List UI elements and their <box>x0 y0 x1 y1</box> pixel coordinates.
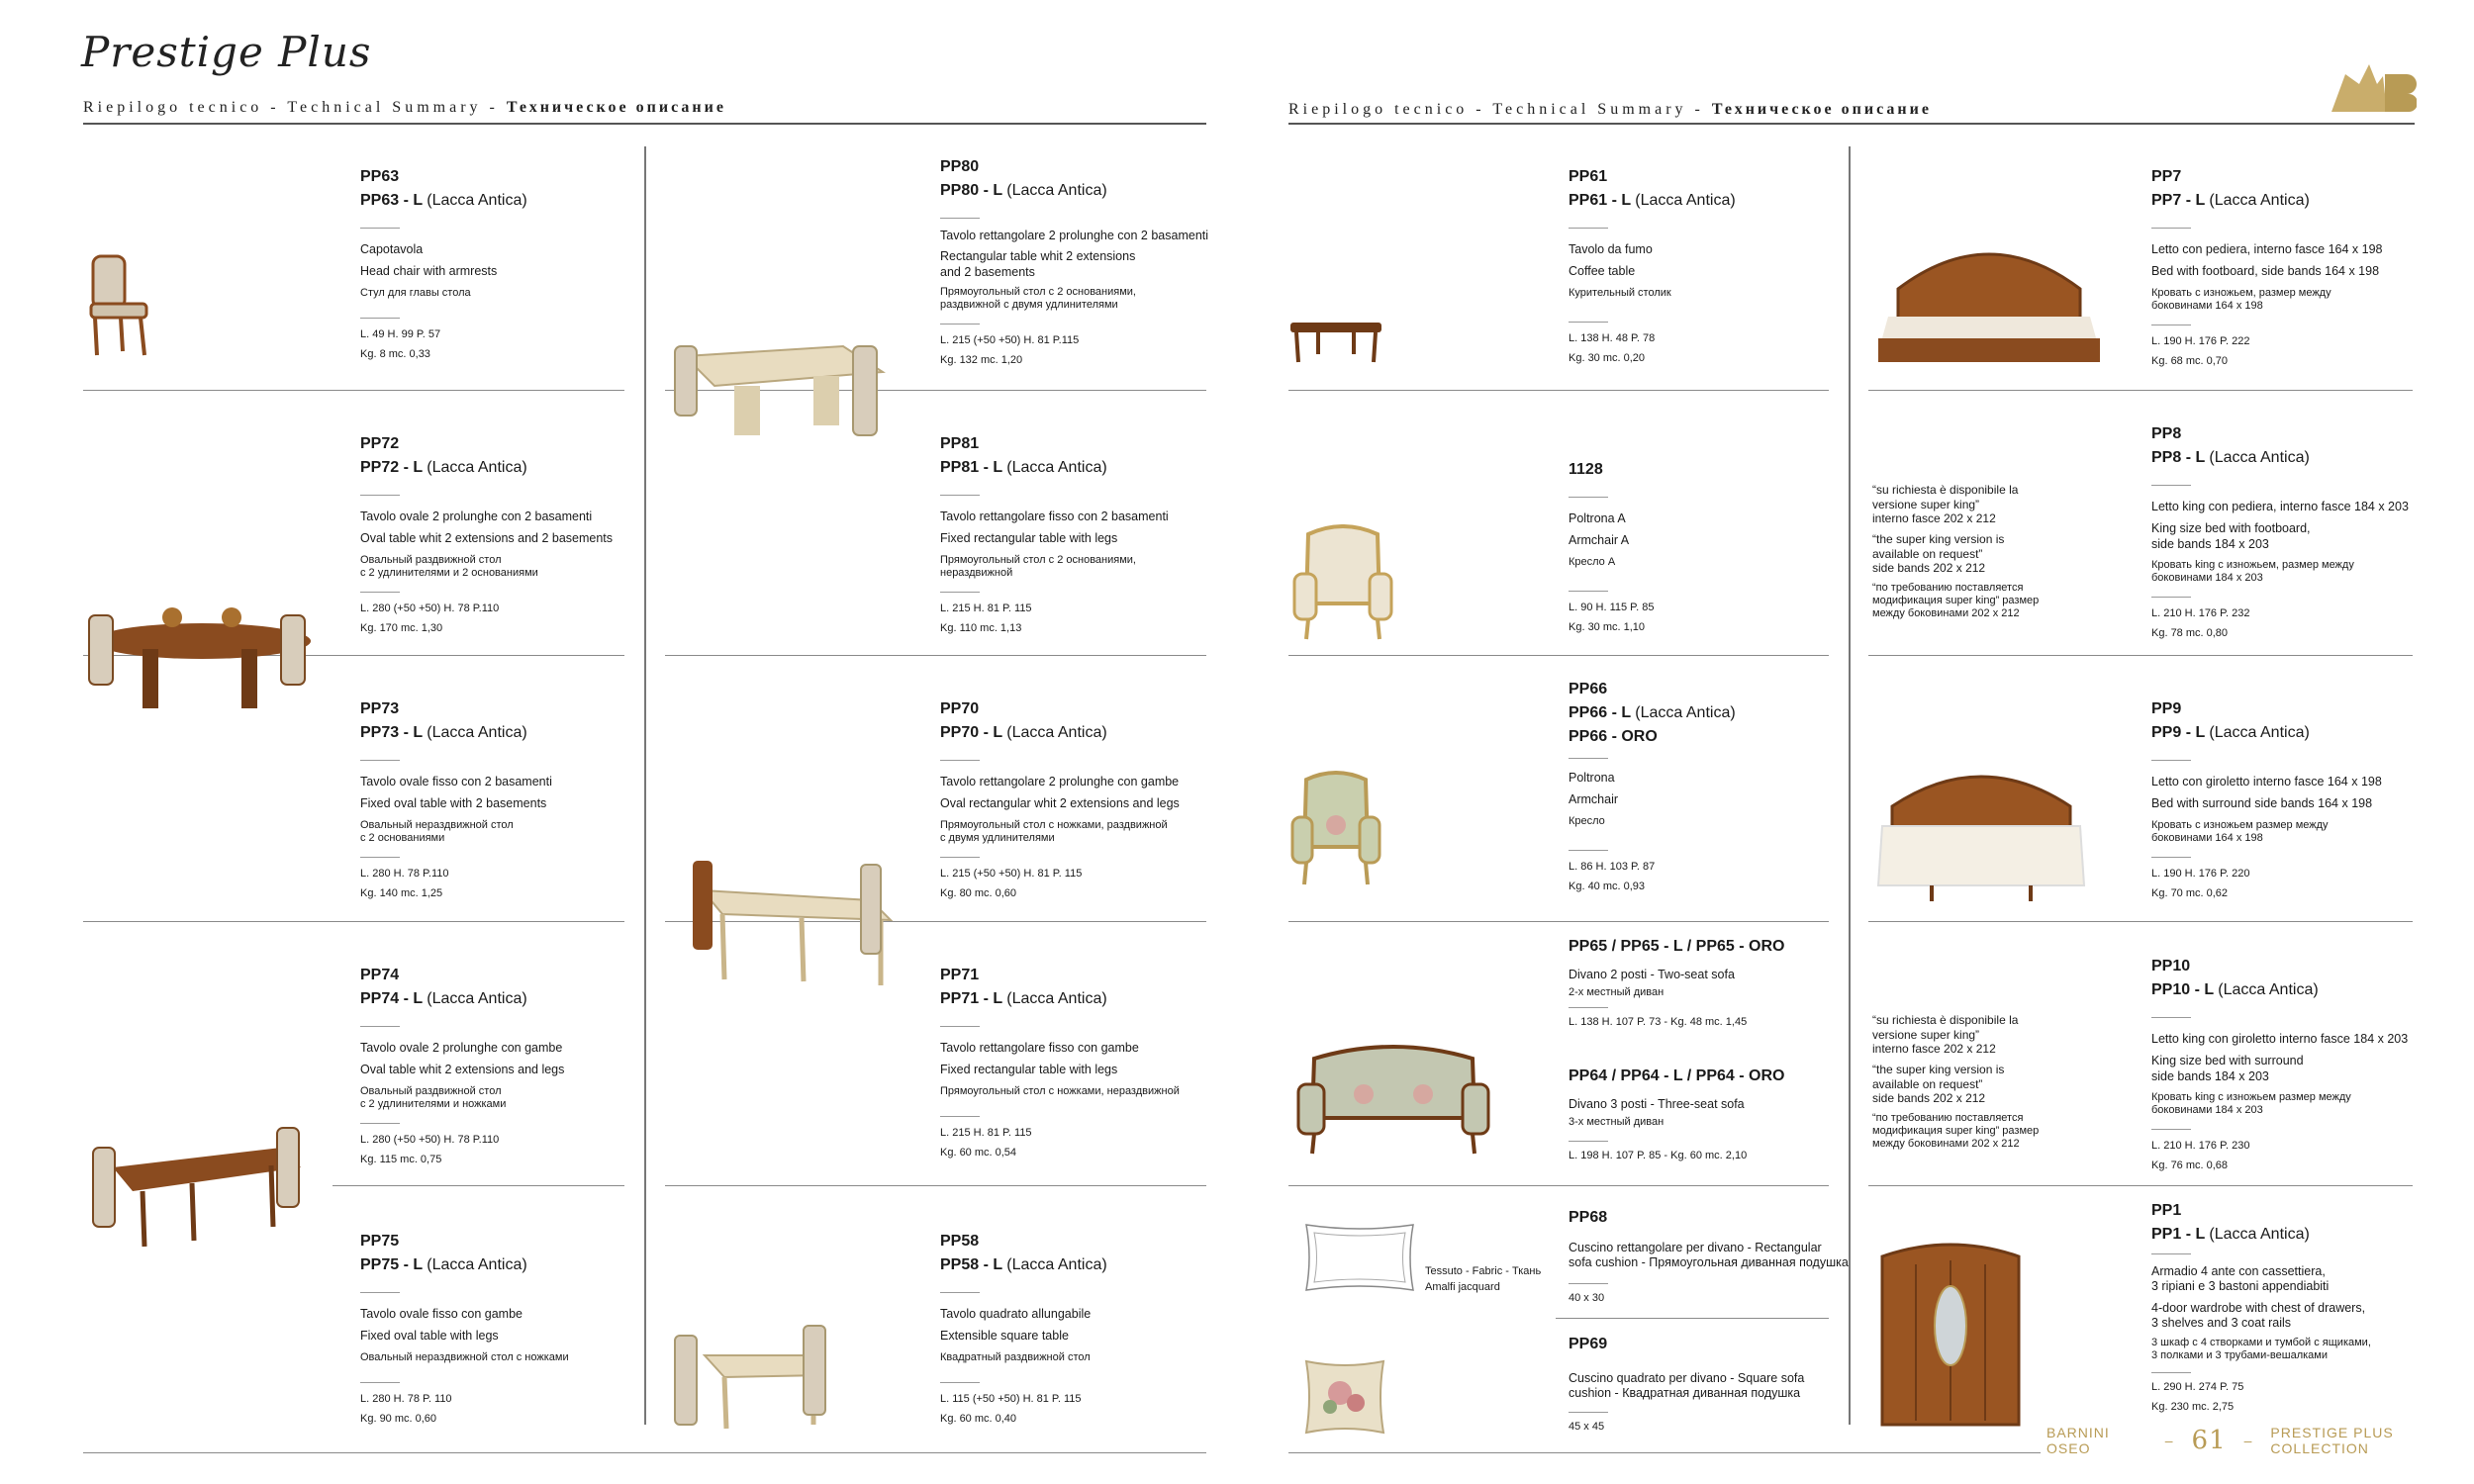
dash-separator <box>360 228 400 229</box>
dash-separator <box>360 1292 400 1293</box>
dimensions: L. 190 H. 176 P. 220 <box>2151 867 2250 880</box>
dash-separator <box>2151 1129 2191 1130</box>
product-pp10 <box>2151 958 2408 1171</box>
dimensions: L. 210 H. 176 P. 230 <box>2151 1140 2250 1153</box>
desc-ru: 3-х местный диван <box>1569 1116 1665 1129</box>
product-code: PP69 <box>1569 1336 1608 1352</box>
dash-separator <box>2151 760 2191 761</box>
desc-en: Armchair A <box>1569 533 1630 548</box>
row-divider <box>1288 390 1829 391</box>
left-section-header <box>83 99 726 117</box>
dimensions: L. 280 H. 78 P.110 <box>360 867 449 880</box>
brand-logo-text: Prestige Plus <box>81 28 372 76</box>
note-en: “the super king version is available on request” side bands 202 x 212 <box>1872 1062 2005 1106</box>
desc-ru: Кресло <box>1569 814 1605 827</box>
weight-volume: Kg. 70 mc. 0,62 <box>2151 886 2229 899</box>
dimensions: L. 138 H. 48 P. 78 <box>1569 331 1656 344</box>
footer-separator: – <box>2164 1433 2174 1448</box>
product-code: PP72 <box>360 435 400 452</box>
desc-en: Fixed rectangular table with legs <box>940 1063 1118 1077</box>
finish-label: (Lacca Antica) <box>427 990 527 1007</box>
product-code-lacquer <box>2151 449 2409 467</box>
code-variant: PP72 - L <box>360 459 423 476</box>
desc-en: Oval table whit 2 extensions and 2 basements <box>360 531 614 546</box>
product-code: PP71 <box>940 967 980 983</box>
desc-it: Letto con giroletto interno fasce 164 x 198 <box>2151 775 2382 788</box>
dash-separator <box>1569 322 1608 323</box>
product-code: PP1 <box>2151 1202 2182 1219</box>
code-variant: PP81 - L <box>940 459 1002 476</box>
finish-label: (Lacca Antica) <box>1006 990 1107 1007</box>
product-pp68 <box>1569 1209 1849 1304</box>
right-header-rule <box>1288 123 2415 125</box>
desc-en: King size bed with footboard, side bands 184 x 203 <box>2151 521 2311 551</box>
desc-en: Oval table whit 2 extensions and legs <box>360 1063 565 1077</box>
row-divider <box>83 390 624 391</box>
weight-volume: Kg. 110 mc. 1,13 <box>940 621 1022 634</box>
product-pp71 <box>940 967 1180 1159</box>
left-header-it: Riepilogo tecnico - Technical Summary - <box>83 99 507 116</box>
finish-label: (Lacca Antica) <box>427 459 527 476</box>
bed-icon <box>1872 757 2090 905</box>
product-code-lacquer <box>940 1256 1107 1274</box>
product-pp61 <box>1569 168 1736 364</box>
dash-separator <box>2151 485 2191 486</box>
weight-volume: Kg. 60 mc. 0,54 <box>940 1146 1017 1159</box>
product-code: PP9 <box>2151 700 2182 717</box>
product-code-lacquer <box>940 724 1180 742</box>
weight-volume: Kg. 170 mc. 1,30 <box>360 621 443 634</box>
weight-volume: Kg. 230 mc. 2,75 <box>2151 1401 2235 1414</box>
weight-volume: Kg. 76 mc. 0,68 <box>2151 1159 2229 1172</box>
desc-ru: Прямоугольный стол с 2 основаниями, нераздвижной <box>940 553 1136 579</box>
dimensions: L. 280 (+50 +50) H. 78 P.110 <box>360 1133 500 1146</box>
dash-separator <box>2151 1253 2191 1254</box>
product-pp81 <box>940 435 1169 634</box>
product-pp65 <box>1569 938 1784 1028</box>
weight-volume: Kg. 78 mc. 0,80 <box>2151 627 2229 640</box>
product-code: PP81 <box>940 435 980 452</box>
finish-label: (Lacca Antica) <box>2218 981 2319 998</box>
cushion-icon <box>1300 1355 1389 1438</box>
desc-it: Poltrona A <box>1569 511 1626 525</box>
code-variant: PP1 - L <box>2151 1226 2205 1243</box>
product-code-gold: PP66 - ORO <box>1569 728 1658 745</box>
right-header-it: Riepilogo tecnico - Technical Summary - <box>1288 101 1712 118</box>
dash-separator <box>940 324 980 325</box>
footer-separator: – <box>2243 1433 2253 1448</box>
row-divider <box>83 921 624 922</box>
product-pp58 <box>940 1233 1107 1425</box>
desc-en: Coffee table <box>1569 264 1636 279</box>
desc-it: Tavolo ovale fisso con gambe <box>360 1307 523 1321</box>
product-code-lacquer <box>360 459 613 477</box>
row-divider <box>1868 655 2413 656</box>
code-variant: PP71 - L <box>940 990 1002 1007</box>
desc-ru: Овальный раздвижной стол с 2 удлинителями и 2 основаниями <box>360 553 538 579</box>
super-king-note <box>1872 483 2041 620</box>
desc-it: Capotavola <box>360 242 424 256</box>
desc-ru: Кровать king с изножьем, размер между боковинами 184 x 203 <box>2151 558 2354 584</box>
product-code-lacquer <box>360 990 564 1008</box>
dash-separator <box>360 318 400 319</box>
desc-it: Divano 3 posti - Three-seat sofa <box>1569 1097 1745 1111</box>
dash-separator <box>360 592 400 593</box>
row-divider <box>333 1185 624 1186</box>
dimensions: L. 215 H. 81 P. 115 <box>940 602 1032 614</box>
product-code: PP65 / PP65 - L / PP65 - ORO <box>1569 938 1785 955</box>
dash-separator <box>1569 1412 1608 1413</box>
product-pp63 <box>360 168 527 360</box>
finish-label: (Lacca Antica) <box>1006 182 1107 199</box>
product-code: PP58 <box>940 1233 980 1250</box>
dimensions: L. 86 H. 103 P. 87 <box>1569 860 1656 873</box>
row-divider <box>1288 655 1829 656</box>
row-divider <box>1288 921 1829 922</box>
product-pp8 <box>2151 425 2409 639</box>
weight-volume: Kg. 132 mc. 1,20 <box>940 354 1023 367</box>
desc-it: Tavolo ovale 2 prolunghe con gambe <box>360 1041 563 1055</box>
product-code-lacquer <box>940 990 1180 1008</box>
weight-volume: Kg. 115 mc. 0,75 <box>360 1153 442 1165</box>
desc-en: Extensible square table <box>940 1329 1069 1344</box>
desc-en: King size bed with surround side bands 184 x 203 <box>2151 1054 2304 1083</box>
dash-separator <box>2151 857 2191 858</box>
desc-ru: Овальный раздвижной стол с 2 удлинителями и ножками <box>360 1084 507 1110</box>
desc-it: Tavolo ovale 2 prolunghe con 2 basamenti <box>360 510 593 523</box>
head-chair-icon <box>85 252 164 361</box>
desc-it: Tavolo rettangolare 2 prolunghe con gambe <box>940 775 1180 788</box>
code-variant: PP58 - L <box>940 1256 1002 1273</box>
dimensions: L. 90 H. 115 P. 85 <box>1569 601 1655 613</box>
finish-label: (Lacca Antica) <box>427 1256 527 1273</box>
weight-volume: Kg. 60 mc. 0,40 <box>940 1412 1017 1425</box>
product-code: PP61 <box>1569 168 1608 185</box>
product-code-lacquer <box>2151 981 2408 999</box>
desc-en: Rectangular table whit 2 extensions and 2 basements <box>940 249 1136 279</box>
product-pp72 <box>360 435 613 634</box>
code-variant: PP8 - L <box>2151 449 2205 466</box>
product-code-lacquer <box>2151 724 2382 742</box>
code-variant: PP61 - L <box>1569 192 1631 209</box>
column-divider <box>644 146 646 1425</box>
dimensions: L. 115 (+50 +50) H. 81 P. 115 <box>940 1392 1082 1405</box>
code-variant: PP74 - L <box>360 990 423 1007</box>
dimensions: 40 x 30 <box>1569 1291 1605 1304</box>
code-variant: PP10 - L <box>2151 981 2214 998</box>
row-divider <box>1868 921 2413 922</box>
code-variant: PP75 - L <box>360 1256 423 1273</box>
code-variant: PP73 - L <box>360 724 423 741</box>
dimensions: L. 290 H. 274 P. 75 <box>2151 1381 2244 1394</box>
dining-table-icon <box>665 307 893 455</box>
desc-en: Fixed oval table with 2 basements <box>360 796 547 811</box>
cushion-icon <box>1298 1219 1421 1296</box>
desc-en: Fixed rectangular table with legs <box>940 531 1118 546</box>
desc-en: Oval rectangular whit 2 extensions and legs <box>940 796 1180 811</box>
dash-separator <box>1569 228 1608 229</box>
dash-separator <box>940 218 980 219</box>
finish-label: (Lacca Antica) <box>1006 1256 1107 1273</box>
product-pp73 <box>360 700 552 899</box>
bottom-rule <box>1288 1452 2041 1453</box>
page-footer <box>2046 1425 2474 1456</box>
desc-ru: Кровать king с изножьем размер между боковинами 184 x 203 <box>2151 1090 2351 1116</box>
product-code: PP10 <box>2151 958 2191 974</box>
dash-separator <box>2151 1017 2191 1018</box>
dining-table-icon <box>665 1306 843 1435</box>
product-code: PP66 <box>1569 681 1608 697</box>
code-variant: PP70 - L <box>940 724 1002 741</box>
desc-ru: Квадратный раздвижной стол <box>940 1350 1091 1363</box>
armchair-icon <box>1288 770 1383 888</box>
desc-ru: Кровать с изножьем размер между боковинами 164 x 198 <box>2151 818 2329 844</box>
finish-label: (Lacca Antica) <box>1006 724 1107 741</box>
row-divider <box>1868 1185 2413 1186</box>
column-divider <box>1849 146 1851 1425</box>
finish-label: (Lacca Antica) <box>1006 459 1107 476</box>
note-ru: “по требованию поставляется модификация super king” размер между боковинами 202 x 212 <box>1872 1111 2040 1151</box>
product-pp1 <box>2151 1202 2371 1413</box>
product-code: PP7 <box>2151 168 2182 185</box>
row-divider <box>665 655 1206 656</box>
finish-label: (Lacca Antica) <box>2209 724 2310 741</box>
dimensions: L. 280 (+50 +50) H. 78 P.110 <box>360 602 500 614</box>
product-code-lacquer <box>2151 1226 2371 1244</box>
weight-volume: Kg. 30 mc. 0,20 <box>1569 351 1646 364</box>
product-code: PP63 <box>360 168 400 185</box>
desc-it: Tavolo rettangolare 2 prolunghe con 2 basamenti <box>940 229 1209 242</box>
product-1128 <box>1569 461 1654 633</box>
product-code: PP73 <box>360 700 400 717</box>
product-pp7 <box>2151 168 2383 367</box>
code-variant: PP7 - L <box>2151 192 2205 209</box>
sofa-icon <box>1294 1039 1492 1158</box>
weight-volume: Kg. 30 mc. 1,10 <box>1569 620 1646 633</box>
desc-it: Tavolo da fumo <box>1569 242 1653 256</box>
wardrobe-icon <box>1876 1237 2025 1435</box>
dimensions: 45 x 45 <box>1569 1420 1605 1433</box>
desc-ru: Кресло А <box>1569 555 1616 568</box>
left-header-rule <box>83 123 1206 125</box>
desc-it: Armadio 4 ante con cassettiera, 3 ripiani e 3 bastoni appendiabiti <box>2151 1264 2330 1294</box>
product-code: PP80 <box>940 158 980 175</box>
desc-ru: Курительный столик <box>1569 286 1671 299</box>
note-it: “su richiesta è disponibile la versione super king” interno fasce 202 x 212 <box>1872 483 2019 526</box>
product-code: PP64 / PP64 - L / PP64 - ORO <box>1569 1067 1785 1084</box>
product-code: 1128 <box>1569 461 1603 478</box>
dimensions: L. 215 H. 81 P. 115 <box>940 1126 1032 1139</box>
dash-separator <box>2151 228 2191 229</box>
row-divider <box>1556 1318 1829 1319</box>
desc-it: Tavolo ovale fisso con 2 basamenti <box>360 775 552 788</box>
code-variant: PP66 - L <box>1569 704 1631 721</box>
product-pp69 <box>1569 1336 1804 1433</box>
dash-separator <box>2151 1372 2191 1373</box>
weight-volume: Kg. 80 mc. 0,60 <box>940 886 1017 899</box>
finish-label: (Lacca Antica) <box>2209 449 2310 466</box>
desc-ru: Кровать с изножьем, размер между боковинами 164 x 198 <box>2151 286 2331 312</box>
dimensions: L. 138 H. 107 P. 73 - Kg. 48 mc. 1,45 <box>1569 1016 1748 1029</box>
desc-it: Tavolo quadrato allungabile <box>940 1307 1092 1321</box>
desc-en: 4-door wardrobe with chest of drawers, 3 shelves and 3 coat rails <box>2151 1300 2366 1330</box>
dash-separator <box>940 1116 980 1117</box>
product-code-lacquer <box>360 724 552 742</box>
dimensions: L. 49 H. 99 P. 57 <box>360 327 441 340</box>
code-variant: PP63 - L <box>360 192 423 209</box>
product-pp9 <box>2151 700 2382 899</box>
footer-collection: PRESTIGE PLUS COLLECTION <box>2270 1425 2394 1456</box>
super-king-note <box>1872 1013 2041 1151</box>
note-en: “the super king version is available on request” side bands 202 x 212 <box>1872 531 2005 576</box>
dash-separator <box>940 1292 980 1293</box>
dash-separator <box>940 592 980 593</box>
dining-table-icon <box>83 594 321 722</box>
desc-ru: Овальный нераздвижной стол с 2 основаниями <box>360 818 514 844</box>
desc-it: Tavolo rettangolare fisso con gambe <box>940 1041 1139 1055</box>
product-code-lacquer <box>360 1256 569 1274</box>
product-pp80 <box>940 158 1208 366</box>
dash-separator <box>1569 850 1608 851</box>
desc-it: Tavolo rettangolare fisso con 2 basamenti <box>940 510 1169 523</box>
dimensions: L. 280 H. 78 P. 110 <box>360 1392 452 1405</box>
right-header-ru: Техническое описание <box>1711 101 1932 118</box>
dimensions: L. 215 (+50 +50) H. 81 P.115 <box>940 334 1080 347</box>
dining-table-icon <box>683 851 901 999</box>
product-code: PP74 <box>360 967 400 983</box>
dimensions: L. 215 (+50 +50) H. 81 P. 115 <box>940 867 1083 880</box>
dash-separator <box>940 760 980 761</box>
desc-en: Bed with surround side bands 164 x 198 <box>2151 796 2373 811</box>
product-code-lacquer <box>940 459 1169 477</box>
desc-it: Letto king con giroletto interno fasce 184 x 203 <box>2151 1032 2409 1046</box>
dash-separator <box>1569 591 1608 592</box>
desc-it: Poltrona <box>1569 771 1615 785</box>
left-header-ru: Техническое описание <box>506 99 726 116</box>
product-code-lacquer <box>2151 192 2383 210</box>
bottom-rule <box>83 1452 1206 1453</box>
desc-it: Letto con pediera, interno fasce 164 x 198 <box>2151 242 2383 256</box>
dimensions: L. 210 H. 176 P. 232 <box>2151 607 2250 620</box>
footer-brand: BARNINI OSEO <box>2046 1425 2110 1456</box>
dash-separator <box>360 495 400 496</box>
finish-label: (Lacca Antica) <box>1635 704 1736 721</box>
coffee-table-icon <box>1288 315 1383 366</box>
desc-ru: Прямоугольный стол с ножками, раздвижной с двумя удлинителями <box>940 818 1168 844</box>
product-pp74 <box>360 967 564 1165</box>
dash-separator <box>1569 497 1608 498</box>
right-section-header <box>1288 101 1932 119</box>
dash-separator <box>360 857 400 858</box>
dash-separator <box>360 1123 400 1124</box>
page-number: 61 <box>2191 1426 2227 1455</box>
product-code: PP70 <box>940 700 980 717</box>
desc-it: Letto king con pediera, interno fasce 184 x 203 <box>2151 500 2409 513</box>
desc-en: Bed with footboard, side bands 164 x 198 <box>2151 264 2380 279</box>
product-code: PP68 <box>1569 1209 1608 1226</box>
note-ru: “по требованию поставляется модификация super king” размер между боковинами 202 x 212 <box>1872 581 2040 620</box>
dash-separator <box>940 1026 980 1027</box>
dash-separator <box>940 495 980 496</box>
desc-en: Armchair <box>1569 792 1619 807</box>
product-code-lacquer <box>1569 704 1736 722</box>
product-code-lacquer <box>360 192 527 210</box>
desc-en: Head chair with armrests <box>360 264 498 279</box>
fabric-note: Tessuto - Fabric - Ткань Amalfi jacquard <box>1425 1265 1542 1293</box>
desc-ru: Овальный нераздвижной стол с ножками <box>360 1350 569 1363</box>
dimensions: L. 198 H. 107 P. 85 - Kg. 60 mc. 2,10 <box>1569 1150 1748 1162</box>
desc-it: Cuscino quadrato per divano - Square sofa cushion - Квадратная диванная подушка <box>1569 1371 1805 1401</box>
weight-volume: Kg. 140 mc. 1,25 <box>360 886 443 899</box>
product-code: PP8 <box>2151 425 2182 442</box>
product-pp66 <box>1569 681 1736 892</box>
lion-logo-icon <box>2326 54 2417 118</box>
weight-volume: Kg. 8 mc. 0,33 <box>360 347 430 360</box>
weight-volume: Kg. 40 mc. 0,93 <box>1569 880 1646 892</box>
row-divider <box>1288 1185 1829 1186</box>
finish-label: (Lacca Antica) <box>427 724 527 741</box>
desc-it: Divano 2 posti - Two-seat sofa <box>1569 968 1735 981</box>
row-divider <box>665 1185 1206 1186</box>
weight-volume: Kg. 68 mc. 0,70 <box>2151 354 2229 367</box>
code-variant: PP9 - L <box>2151 724 2205 741</box>
desc-ru: Прямоугольный стол с 2 основаниями, раздвижной с двумя удлинителями <box>940 285 1136 311</box>
product-pp75 <box>360 1233 569 1425</box>
code-variant: PP80 - L <box>940 182 1002 199</box>
product-pp70 <box>940 700 1180 899</box>
dash-separator <box>940 857 980 858</box>
product-code: PP75 <box>360 1233 400 1250</box>
desc-ru: 2-х местный диван <box>1569 986 1665 999</box>
finish-label: (Lacca Antica) <box>1635 192 1736 209</box>
finish-label: (Lacca Antica) <box>2209 192 2310 209</box>
finish-label: (Lacca Antica) <box>427 192 527 209</box>
desc-ru: Стул для главы стола <box>360 286 471 299</box>
desc-en: Fixed oval table with legs <box>360 1329 499 1344</box>
dash-separator <box>1569 1007 1608 1008</box>
desc-ru: Прямоугольный стол с ножками, нераздвижной <box>940 1084 1180 1097</box>
dash-separator <box>360 1382 400 1383</box>
row-divider <box>1868 390 2413 391</box>
product-code-lacquer <box>940 182 1208 200</box>
dimensions: L. 190 H. 176 P. 222 <box>2151 334 2250 347</box>
dash-separator <box>940 1382 980 1383</box>
armchair-icon <box>1288 524 1397 643</box>
bed-icon <box>1868 230 2110 368</box>
dash-separator <box>1569 1283 1608 1284</box>
dining-table-icon <box>83 1108 311 1256</box>
desc-ru: 3 шкаф с 4 створками и тумбой с ящиками, 3 полками и 3 трубами-вешалками <box>2151 1337 2371 1362</box>
product-pp64 <box>1569 1067 1784 1161</box>
dash-separator <box>2151 597 2191 598</box>
product-code-lacquer <box>1569 192 1736 210</box>
desc-it: Cuscino rettangolare per divano - Rectangular sofa cushion - Прямоугольная диванная подушка <box>1569 1241 1849 1270</box>
weight-volume: Kg. 90 mc. 0,60 <box>360 1412 437 1425</box>
dash-separator <box>360 760 400 761</box>
dash-separator <box>1569 1141 1608 1142</box>
finish-label: (Lacca Antica) <box>2209 1226 2310 1243</box>
note-it: “su richiesta è disponibile la versione super king” interno fasce 202 x 212 <box>1872 1013 2019 1057</box>
dash-separator <box>1569 758 1608 759</box>
dash-separator <box>360 1026 400 1027</box>
